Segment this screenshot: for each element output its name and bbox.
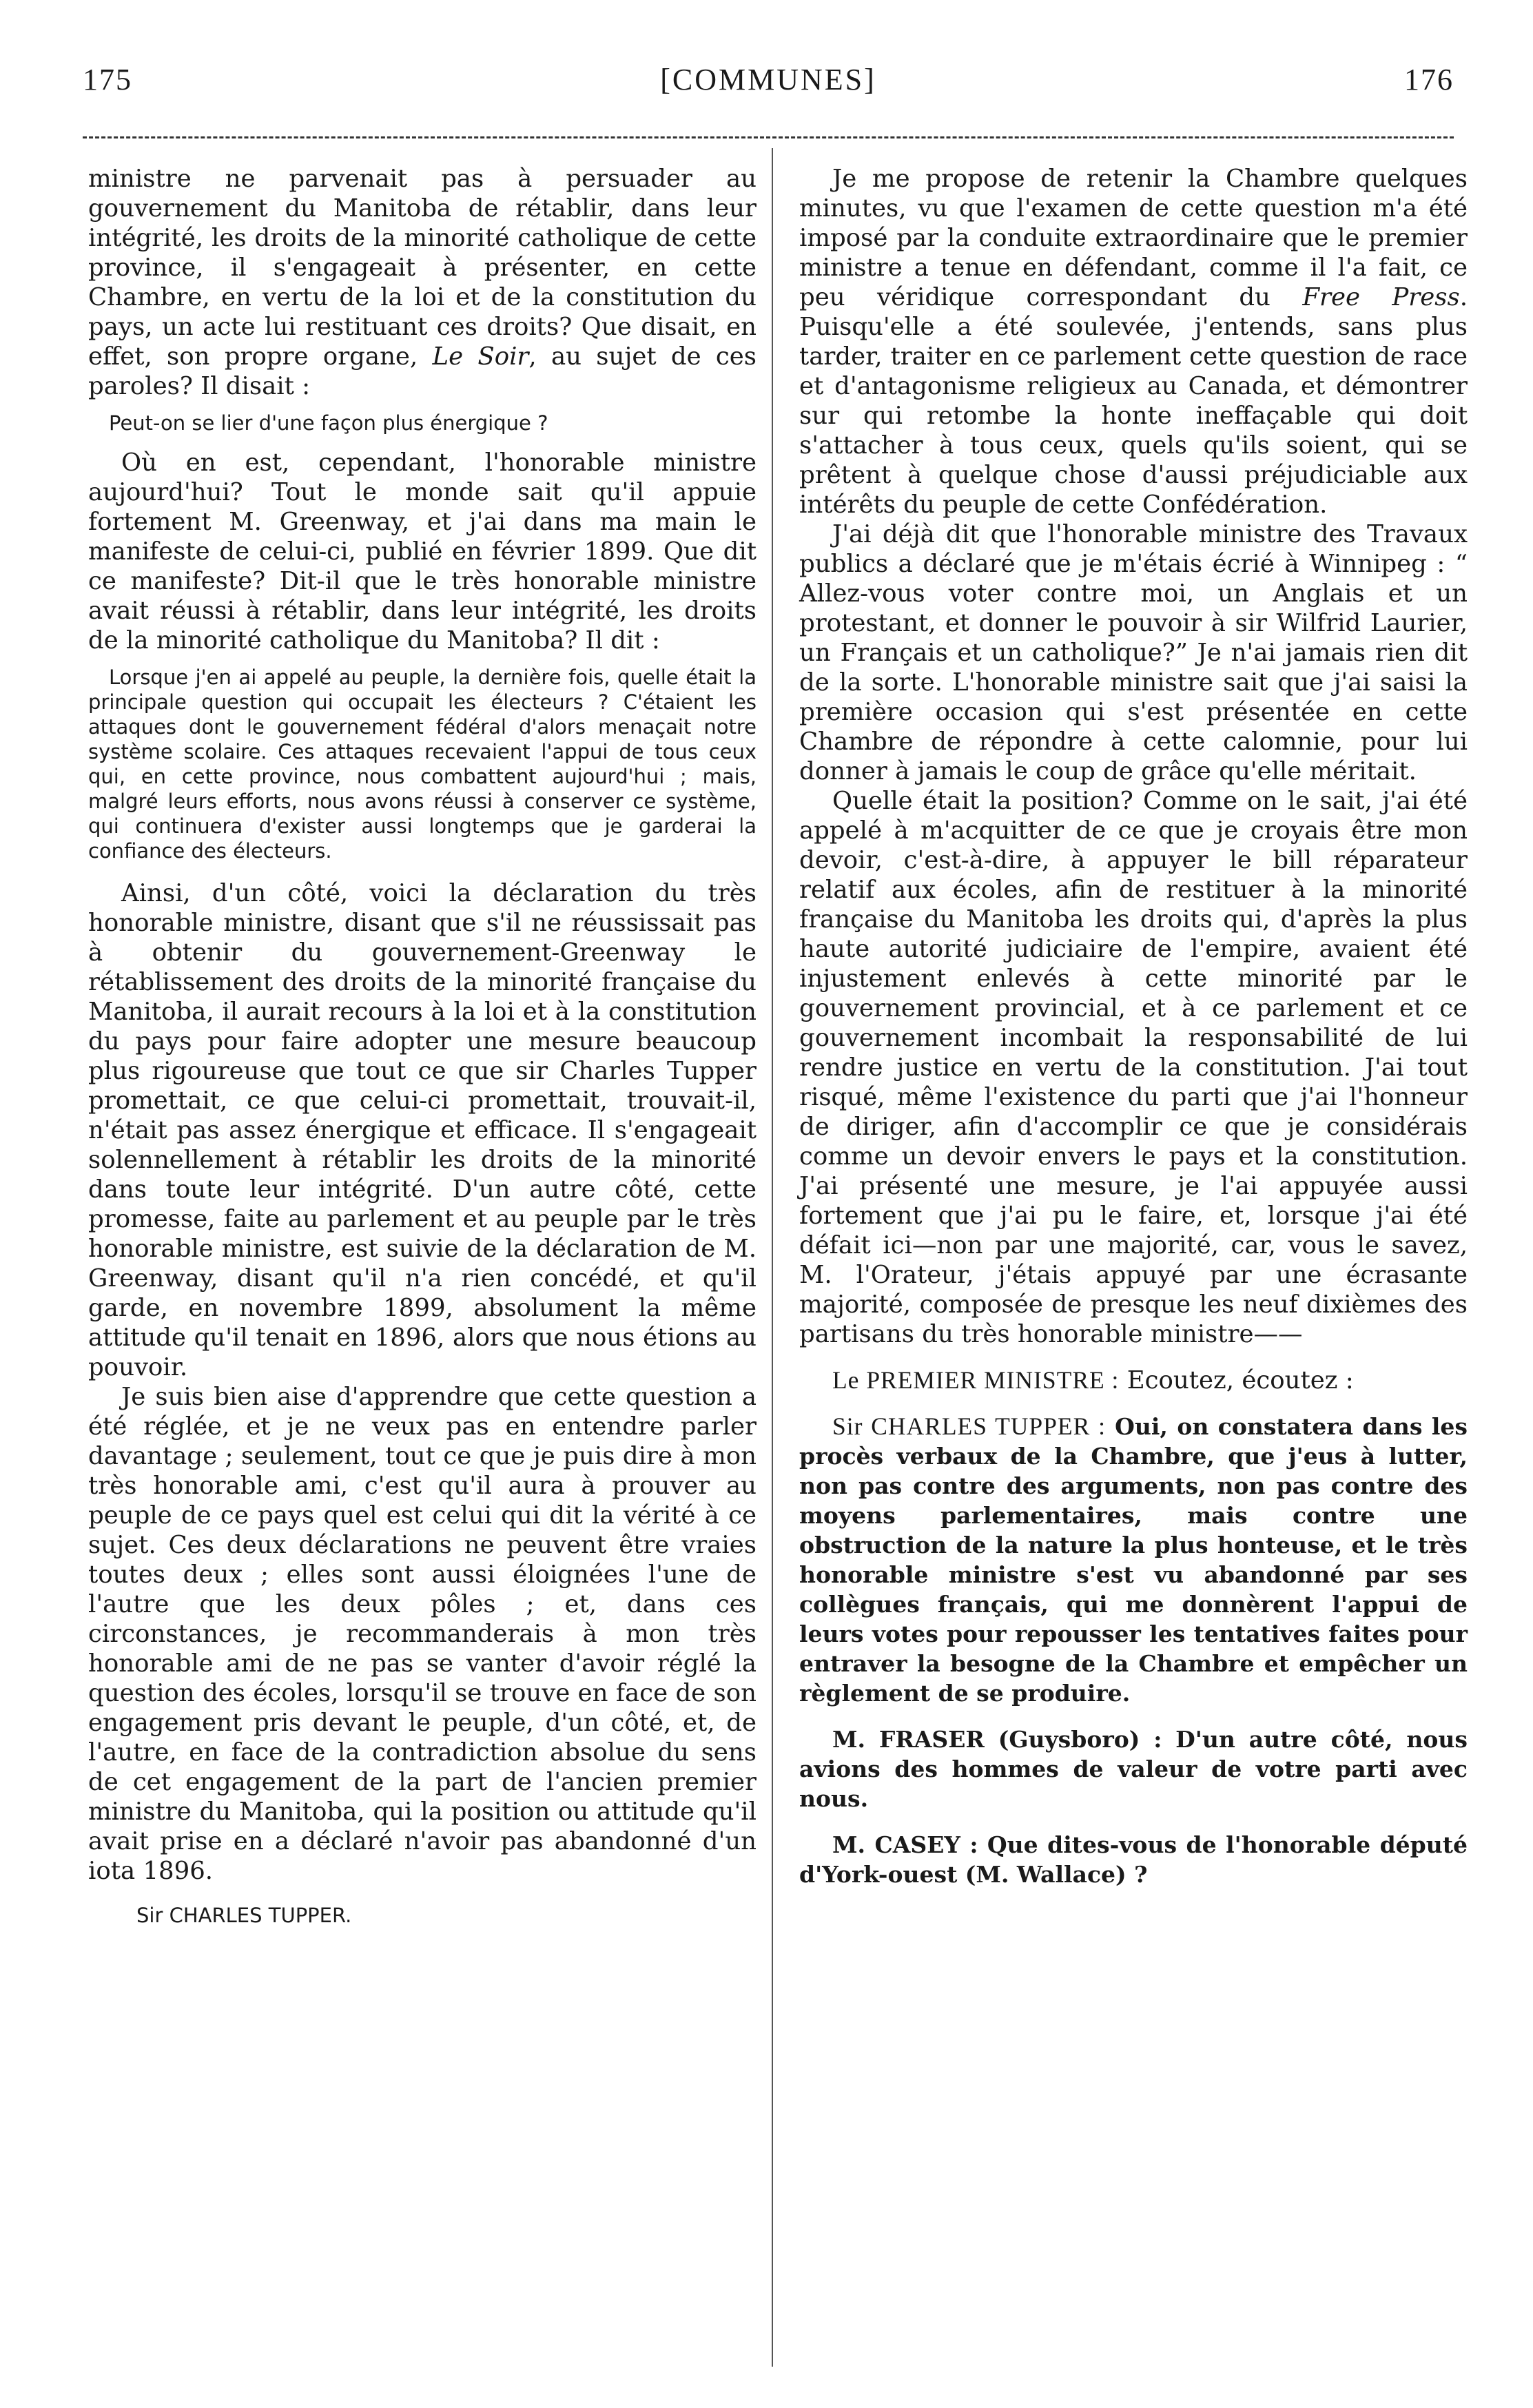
speaker-name: Sir CHARLES TUPPER : <box>832 1412 1106 1440</box>
right-paragraph-3: Quelle était la position? Comme on le sait, j'ai été appelé à m'acquitter de ce que je croyais être mon devoir, c'est-à-dire, à appuyer le bill réparateur relatif aux écoles, afin de restituer à la minorité française du Manitoba les droits qui, d'après la plus haute autorité judiciaire de l'empire, avaient été injustement enlevés à cette minorité par le gouvernement provincial, et à ce parlement et ce gouvernement incombait la responsabilité de lui rendre justice en vertu de la constitution. J'ai tout risqué, même l'existence du parti que j'ai l'honneur de diriger, afin d'accomplir ce que je considérais comme un devoir envers le pays et la constitution. J'ai présenté une mesure, je l'ai appuyée aussi fortement que j'ai pu le faire, et, lorsque j'ai été défait ici—non par une majorité, car, vous le savez, M. l'Orateur, j'étais appuyé par une écrasante majorité, composée de presque les neuf dixièmes des partisans du très honorable ministre—— <box>799 787 1468 1348</box>
speech-fraser <box>799 1725 1468 1813</box>
column-divider <box>772 148 773 2367</box>
speech-text: Que dites-vous de l'honorable député d'York-ouest (M. Wallace) ? <box>799 1831 1468 1888</box>
right-p1-text: Je me propose de retenir la Chambre quelques minutes, vu que l'examen de cette question m'a été imposé par la conduite extraordinaire que le premier ministre a tenue en défendant, comme il l'a fait, ce peu véridique correspondant du <box>799 165 1468 311</box>
left-p1-text: ministre ne parvenait pas à persuader au gouvernement du Manitoba de rétablir, dans leur intégrité, les droits de la minorité catholique de cette province, il s'engageait à présenter, en cette Chambre, en vertu de la loi et de la constitution du pays, un acte lui restituant ces droits? Que disait, en effet, son propre organe, <box>88 165 757 371</box>
right-paragraph-2: J'ai déjà dit que l'honorable ministre des Travaux publics a déclaré que je m'étais écrié à Winnipeg : “ Allez-vous voter contre moi, un Anglais et un protestant, et donner le pouvoir à sir Wilfrid Laurier, un Français et un catholique?” Je n'ai jamais rien dit de la sorte. L'honorable ministre sait que j'ai saisi la première occasion qui s'est présentée en cette Chambre de répondre à cette calomnie, pour lui donner à jamais le coup de grâce qu'elle méritait. <box>799 520 1468 785</box>
left-paragraph-4: Je suis bien aise d'apprendre que cette question a été réglée, et je ne veux pas en entendre parler davantage ; seulement, tout ce que je puis dire à mon très honorable ami, c'est qu'il aura à prouver au peuple de ce pays quel est celui qui dit la vérité à ce sujet. Ces deux déclarations ne peuvent être vraies toutes deux ; elles sont aussi éloignées l'une de l'autre que les deux pôles ; et, dans ces circonstances, je recommanderais à mon très honorable ami de ne pas se vanter d'avoir réglé la question des écoles, lorsqu'il se trouve en face de son engagement pris devant le peuple, d'un côté, et, de l'autre, en face de la contradiction absolue du sens de cet engagement de la part de l'ancien premier ministre du Manitoba, qui la position ou attitude qu'il avait prise en a déclaré n'avoir pas abandonné d'un iota 1896. <box>88 1383 757 1885</box>
page-number-right: 176 <box>1404 63 1454 96</box>
speaker-name: M. CASEY : <box>832 1831 978 1858</box>
speaker-label: Sir CHARLES TUPPER. <box>136 1904 352 1927</box>
speech-premier-ministre <box>799 1366 1468 1395</box>
right-column <box>799 164 1468 1889</box>
running-title: [COMMUNES] <box>660 63 876 96</box>
newspaper-title: Le Soir <box>432 342 529 371</box>
left-paragraph-3: Ainsi, d'un côté, voici la déclaration du très honorable ministre, disant que s'il ne réussissait pas à obtenir du gouvernement-Greenway le rétablissement des droits de la minorité française du Manitoba, il aurait recours à la loi et à la constitution du pays pour faire adopter une mesure beaucoup plus rigoureuse que tout ce que sir Charles Tupper promettait, ce que celui-ci promettait, trouvait-il, n'était pas assez énergique et efficace. Il s'engageait solennellement à rétablir les droits de la minorité dans toute leur intégrité. D'un autre côté, cette promesse, faite au parlement et au peuple par le très honorable ministre, est suivie de la déclaration de M. Greenway, disant qu'il n'a rien concédé, et qu'il garde, en novembre 1899, absolument la même attitude qu'il tenait en 1896, alors que nous étions au pouvoir. <box>88 879 757 1381</box>
speech-text: D'un autre côté, nous avions des hommes de valeur de votre parti avec nous. <box>799 1726 1468 1812</box>
page-header <box>83 62 1454 110</box>
right-paragraph-1 <box>799 164 1468 519</box>
newspaper-title-2: Free Press <box>1302 283 1460 311</box>
speech-casey <box>799 1830 1468 1889</box>
left-paragraph-1 <box>88 164 757 401</box>
speaker-name: Le PREMIER MINISTRE : <box>832 1366 1120 1394</box>
quote-1: Peut-on se lier d'une façon plus énergique ? <box>109 411 548 435</box>
left-p1-end: , au sujet de ces paroles? Il disait : <box>88 342 757 400</box>
speaker-name: M. FRASER (Guysboro) : <box>832 1726 1162 1753</box>
quote-2: Lorsque j'en ai appelé au peuple, la dernière fois, quelle était la principale question qui occupait les électeurs ? C'étaient les attaques dont le gouvernement fédéral d'alors menaçait notre système scolaire. Ces attaques recevaient l'appui de tous ceux qui, en cette province, nous combattent aujourd'hui ; mais, malgré leurs efforts, nous avons réussi à conserver ce système, qui continuera d'exister aussi longtemps que je garderai la confiance des électeurs. <box>88 666 757 863</box>
right-p1-end: . Puisqu'elle a été soulevée, j'entends, sans plus tarder, traiter en ce parlement cette question de race et d'antagonisme religieux au Canada, et démontrer sur qui retombe la honte ineffaçable qui doit s'attacher à tous ceux, quels qu'ils soient, qui se prêtent à quelque chose d'aussi préjudiciable aux intérêts du peuple de cette Confédération. <box>799 283 1468 519</box>
speech-tupper <box>799 1412 1468 1708</box>
page-number-left: 175 <box>83 63 132 96</box>
left-paragraph-2: Où en est, cependant, l'honorable ministre aujourd'hui? Tout le monde sait qu'il appuie fortement M. Greenway, et j'ai dans ma main le manifeste de celui-ci, publié en février 1899. Que dit ce manifeste? Dit-il que le très honorable ministre avait réussi à rétablir, dans leur intégrité, les droits de la minorité catholique du Manitoba? Il dit : <box>88 449 757 655</box>
speech-text: Ecoutez, écoutez : <box>1126 1366 1354 1395</box>
left-column <box>88 164 757 1931</box>
header-rule <box>83 136 1454 138</box>
speech-text: Oui, on constatera dans les procès verbaux de la Chambre, que j'eus à lutter, non pas contre des arguments, non pas contre des moyens parlementaires, mais contre une obstruction de la nature la plus honteuse, et le très honorable ministre s'est vu abandonné par ses collègues français, qui me donnèrent l'appui de leurs votes pour repousser les tentatives faites pour entraver la besogne de la Chambre et empêcher un règlement de se produire. <box>799 1413 1468 1707</box>
